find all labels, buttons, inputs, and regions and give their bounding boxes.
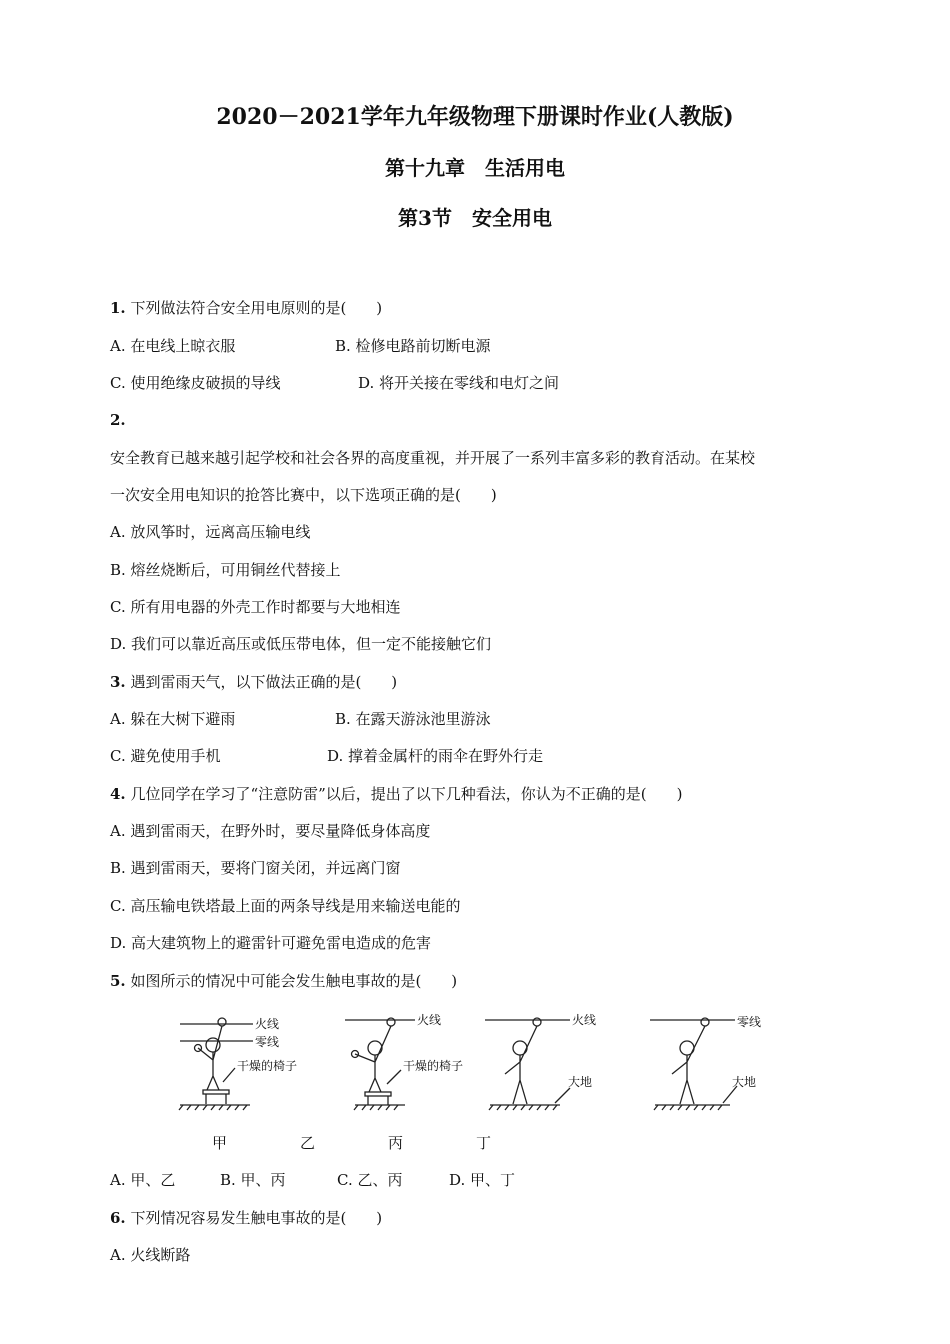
- question-number: 5.: [110, 972, 126, 990]
- option-3a: A. 躲在大树下避雨: [110, 710, 236, 728]
- question-text: 如图所示的情况中可能会发生触电事故的是( ): [130, 972, 458, 990]
- question-6-stem: [110, 1208, 382, 1228]
- electric-shock-figure: [175, 1008, 775, 1113]
- question-5-stem: [110, 971, 457, 991]
- option-1d: D. 将开关接在零线和电灯之间: [358, 374, 560, 392]
- option-4d: D. 高大建筑物上的避雷针可避免雷电造成的危害: [110, 934, 432, 952]
- question-text: 下列做法符合安全用电原则的是( ): [130, 299, 383, 317]
- section-title: 第3节 安全用电: [398, 206, 552, 230]
- question-1-stem: [110, 298, 382, 318]
- option-3c: C. 避免使用手机: [110, 747, 221, 765]
- label-neutral-wire: 零线: [737, 1015, 762, 1029]
- caption-jia: 甲: [212, 1134, 228, 1152]
- label-neutral-wire: 零线: [255, 1035, 280, 1049]
- panel-yi: [345, 1012, 463, 1110]
- question-number: 1.: [110, 299, 126, 317]
- question-text: 几位同学在学习了“注意防雷”以后，提出了以下几种看法，你认为不正确的是( ): [130, 785, 683, 803]
- option-4c: C. 高压输电铁塔最上面的两条导线是用来输送电能的: [110, 897, 461, 915]
- option-5b: B. 甲、丙: [220, 1171, 286, 1189]
- label-live-wire: 火线: [572, 1013, 597, 1027]
- option-1c: C. 使用绝缘皮破损的导线: [110, 374, 281, 392]
- question-number: 3.: [110, 673, 126, 691]
- label-dry-chair: 干燥的椅子: [403, 1059, 464, 1073]
- option-1b: B. 检修电路前切断电源: [335, 337, 491, 355]
- question-4-stem: [110, 784, 683, 804]
- option-5d: D. 甲、丁: [449, 1171, 516, 1189]
- document-title: 2020－2021学年九年级物理下册课时作业(人教版): [216, 104, 734, 130]
- option-2d: D. 我们可以靠近高压或低压带电体，但一定不能接触它们: [110, 635, 492, 653]
- option-6a: A. 火线断路: [110, 1246, 191, 1264]
- question-2-number: 2.: [110, 411, 126, 429]
- question-text: 遇到雷雨天气，以下做法正确的是( ): [130, 673, 398, 691]
- panel-jia: [179, 1016, 297, 1110]
- option-5c: C. 乙、丙: [337, 1171, 403, 1189]
- option-4b: B. 遇到雷雨天，要将门窗关闭，并远离门窗: [110, 859, 401, 877]
- question-3-stem: [110, 672, 397, 692]
- panel-ding: [650, 1014, 761, 1110]
- chapter-title: 第十九章 生活用电: [385, 156, 565, 180]
- caption-yi: 乙: [300, 1134, 316, 1152]
- label-live-wire: 火线: [255, 1017, 280, 1031]
- question-2-stem-line2: 一次安全用电知识的抢答比赛中，以下选项正确的是( ): [110, 486, 497, 504]
- question-number: 4.: [110, 785, 126, 803]
- option-4a: A. 遇到雷雨天，在野外时，要尽量降低身体高度: [110, 822, 431, 840]
- question-2-stem-line1: 安全教育已越来越引起学校和社会各界的高度重视，并开展了一系列丰富多彩的教育活动。在某校: [110, 449, 756, 467]
- option-5a: A. 甲、乙: [110, 1171, 176, 1189]
- option-2b: B. 熔丝烧断后，可用铜丝代替接上: [110, 561, 341, 579]
- option-1a: A. 在电线上晾衣服: [110, 337, 236, 355]
- question-text: 下列情况容易发生触电事故的是( ): [130, 1209, 383, 1227]
- panel-bing: [485, 1012, 596, 1110]
- label-live-wire: 火线: [417, 1013, 442, 1027]
- label-dry-chair: 干燥的椅子: [237, 1059, 298, 1073]
- option-3d: D. 撑着金属杆的雨伞在野外行走: [327, 747, 544, 765]
- caption-ding: 丁: [476, 1134, 492, 1152]
- label-ground: 大地: [732, 1075, 757, 1089]
- label-ground: 大地: [568, 1075, 593, 1089]
- option-2a: A. 放风筝时，远离高压输电线: [110, 523, 311, 541]
- caption-bing: 丙: [388, 1134, 404, 1152]
- option-2c: C. 所有用电器的外壳工作时都要与大地相连: [110, 598, 401, 616]
- question-number: 6.: [110, 1209, 126, 1227]
- option-3b: B. 在露天游泳池里游泳: [335, 710, 491, 728]
